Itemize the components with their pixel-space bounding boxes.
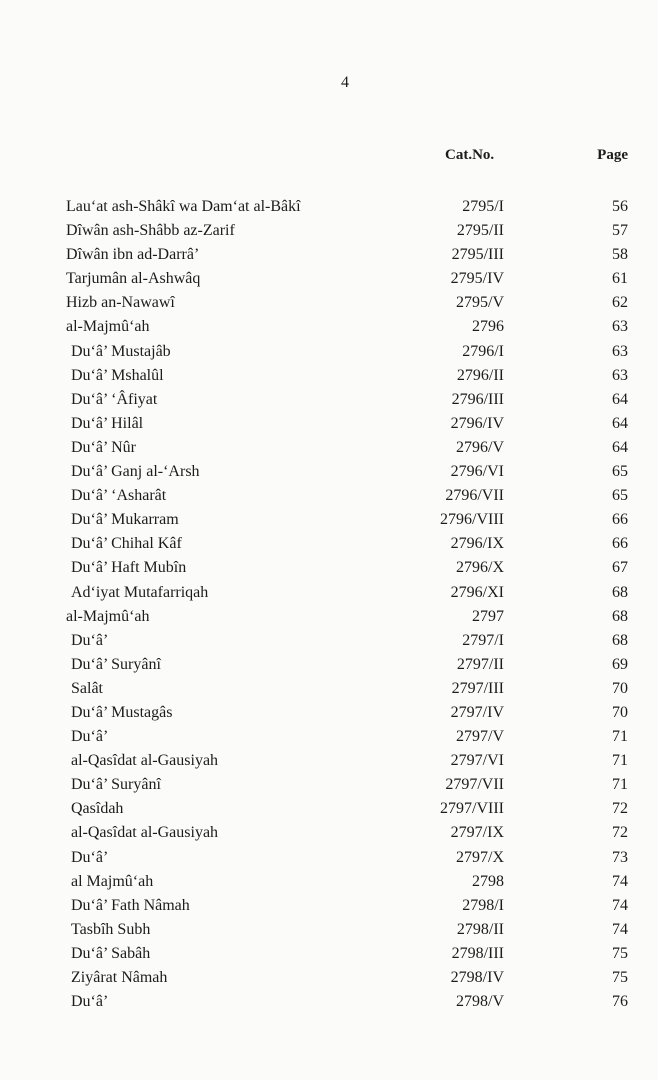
list-item <box>0 847 658 871</box>
list-item <box>0 798 658 822</box>
entry-cat-no: 2797/I <box>462 631 504 649</box>
list-item <box>0 654 658 678</box>
entry-page: 69 <box>612 655 628 673</box>
entry-title: Du‘â’ <box>71 631 109 649</box>
entry-cat-no: 2797 <box>472 607 504 625</box>
entry-title: Du‘â’ Ganj al-‘Arsh <box>71 463 200 481</box>
entry-cat-no: 2797/IX <box>450 824 504 842</box>
entry-cat-no: 2797/V <box>456 728 504 746</box>
entry-title: Tarjumân al-Ashwâq <box>66 270 201 288</box>
list-item <box>0 919 658 943</box>
entry-title: Du‘â’ ‘Âfiyat <box>71 390 158 408</box>
entry-cat-no: 2796/V <box>456 438 504 456</box>
entry-title: Du‘â’ Nûr <box>71 438 137 456</box>
entry-cat-no: 2797/VII <box>445 776 504 794</box>
entry-title: al Majmû‘ah <box>71 872 154 890</box>
list-item <box>0 389 658 413</box>
entry-page: 65 <box>612 487 628 505</box>
entry-page: 65 <box>612 463 628 481</box>
entry-cat-no: 2798/V <box>456 993 504 1011</box>
entry-title: Qasîdah <box>71 800 124 818</box>
entry-page: 63 <box>612 366 628 384</box>
entry-cat-no: 2795/I <box>462 198 504 215</box>
list-item <box>0 268 658 292</box>
entry-cat-no: 2797/II <box>456 655 504 673</box>
entry-cat-no: 2795/IV <box>450 270 504 288</box>
entry-cat-no: 2798/IV <box>450 969 504 986</box>
entry-cat-no: 2798/II <box>456 920 504 938</box>
entry-cat-no: 2796/IX <box>450 535 504 553</box>
entry-cat-no: 2798 <box>472 872 504 890</box>
entry-title: al-Qasîdat al-Gausiyah <box>71 824 219 842</box>
entry-cat-no: 2797/III <box>451 679 504 697</box>
list-item <box>0 582 658 606</box>
entry-page: 61 <box>612 270 628 288</box>
entry-cat-no: 2796/X <box>456 559 504 577</box>
entry-title: Salât <box>71 679 103 697</box>
entry-title: Tasbîh Subh <box>71 920 151 938</box>
entry-cat-no: 2795/V <box>456 294 504 312</box>
entry-cat-no: 2796/I <box>462 342 504 360</box>
entry-page: 72 <box>612 824 628 842</box>
list-item <box>0 630 658 654</box>
entry-title: Du‘â’ Mustajâb <box>71 342 171 360</box>
entry-page: 70 <box>612 703 628 721</box>
list-item <box>0 485 658 509</box>
list-item <box>0 822 658 846</box>
list-item <box>0 341 658 365</box>
entry-title: Du‘â’ Chihal Kâf <box>71 535 182 553</box>
list-item <box>0 292 658 316</box>
entry-cat-no: 2798/I <box>462 896 504 914</box>
entry-page: 71 <box>612 752 628 770</box>
entry-cat-no: 2795/II <box>456 222 504 240</box>
entry-page: 68 <box>612 583 628 601</box>
list-item <box>0 509 658 533</box>
list-item <box>0 895 658 919</box>
list-item <box>0 678 658 702</box>
list-item <box>0 437 658 461</box>
entry-title: Du‘â’ Sabâh <box>71 944 151 962</box>
entry-cat-no: 2796/VIII <box>440 511 504 529</box>
entry-cat-no: 2796/VI <box>450 463 504 481</box>
entry-page: 74 <box>612 896 628 914</box>
entry-page: 74 <box>612 872 628 890</box>
entry-page: 71 <box>612 728 628 746</box>
catalogue-index-list <box>0 196 658 1015</box>
entry-title: al-Majmû‘ah <box>66 607 150 625</box>
entry-title: Ziyârat Nâmah <box>71 969 168 986</box>
entry-cat-no: 2796/VII <box>445 487 504 505</box>
list-item <box>0 461 658 485</box>
entry-cat-no: 2796/XI <box>450 583 504 601</box>
entry-cat-no: 2795/III <box>451 246 504 264</box>
entry-cat-no: 2796/IV <box>450 414 504 432</box>
entry-cat-no: 2797/VI <box>450 752 504 770</box>
list-item <box>0 750 658 774</box>
entry-page: 76 <box>612 993 628 1011</box>
entry-cat-no: 2797/X <box>456 848 504 866</box>
entry-title: Lau‘at ash-Shâkî wa Dam‘at al-Bâkî <box>66 198 301 215</box>
list-item <box>0 316 658 340</box>
entry-title: Du‘â’ Suryânî <box>71 776 161 794</box>
entry-title: Du‘â’ Hilâl <box>71 414 144 432</box>
entry-title: Du‘â’ ‘Asharât <box>71 487 167 505</box>
entry-page: 66 <box>612 535 628 553</box>
entry-page: 75 <box>612 969 628 986</box>
entry-cat-no: 2796/II <box>456 366 504 384</box>
list-item <box>0 943 658 967</box>
list-item <box>0 726 658 750</box>
column-header-page: Page <box>597 147 628 163</box>
list-item <box>0 606 658 630</box>
entry-page: 68 <box>612 631 628 649</box>
entry-cat-no: 2797/IV <box>450 703 504 721</box>
entry-page: 63 <box>612 318 628 336</box>
entry-title: Ad‘iyat Mutafarriqah <box>71 583 209 601</box>
list-item <box>0 774 658 798</box>
list-item <box>0 557 658 581</box>
entry-page: 72 <box>612 800 628 818</box>
page-number: 4 <box>341 74 349 91</box>
entry-page: 56 <box>612 198 628 215</box>
entry-page: 57 <box>612 222 628 240</box>
entry-title: Du‘â’ <box>71 848 109 866</box>
list-item <box>0 702 658 726</box>
entry-title: al-Qasîdat al-Gausiyah <box>71 752 219 770</box>
entry-page: 64 <box>612 414 628 432</box>
list-item <box>0 413 658 437</box>
list-item <box>0 533 658 557</box>
entry-cat-no: 2797/VIII <box>440 800 504 818</box>
entry-title: Du‘â’ Suryânî <box>71 655 161 673</box>
list-item <box>0 991 658 1015</box>
entry-title: Dîwân ibn ad-Darrâ’ <box>66 246 200 264</box>
list-item <box>0 196 658 220</box>
column-header-cat-no: Cat.No. <box>445 147 495 163</box>
entry-page: 62 <box>612 294 628 312</box>
entry-title: Du‘â’ Mshalûl <box>71 366 164 384</box>
entry-page: 74 <box>612 920 628 938</box>
list-item <box>0 967 658 991</box>
entry-title: Du‘â’ <box>71 993 109 1011</box>
entry-page: 73 <box>612 848 628 866</box>
entry-title: Du‘â’ Fath Nâmah <box>71 896 190 914</box>
entry-title: Du‘â’ Mukarram <box>71 511 179 529</box>
entry-title: Du‘â’ <box>71 728 109 746</box>
entry-title: Du‘â’ Haft Mubîn <box>71 559 187 577</box>
entry-page: 63 <box>612 342 628 360</box>
entry-page: 58 <box>612 246 628 264</box>
entry-page: 68 <box>612 607 628 625</box>
entry-page: 64 <box>612 390 628 408</box>
entry-page: 70 <box>612 679 628 697</box>
entry-cat-no: 2796/III <box>451 390 504 408</box>
entry-page: 71 <box>612 776 628 794</box>
entry-page: 67 <box>612 559 628 577</box>
entry-title: al-Majmû‘ah <box>66 318 150 336</box>
entry-title: Du‘â’ Mustagâs <box>71 703 173 721</box>
entry-cat-no: 2798/III <box>451 944 504 962</box>
entry-page: 75 <box>612 944 628 962</box>
list-item <box>0 365 658 389</box>
entry-title: Dîwân ash-Shâbb az-Zarif <box>66 222 235 240</box>
list-item <box>0 244 658 268</box>
entry-title: Hizb an-Nawawî <box>66 294 175 312</box>
entry-page: 66 <box>612 511 628 529</box>
entry-cat-no: 2796 <box>472 318 504 336</box>
list-item <box>0 220 658 244</box>
entry-page: 64 <box>612 438 628 456</box>
list-item <box>0 871 658 895</box>
